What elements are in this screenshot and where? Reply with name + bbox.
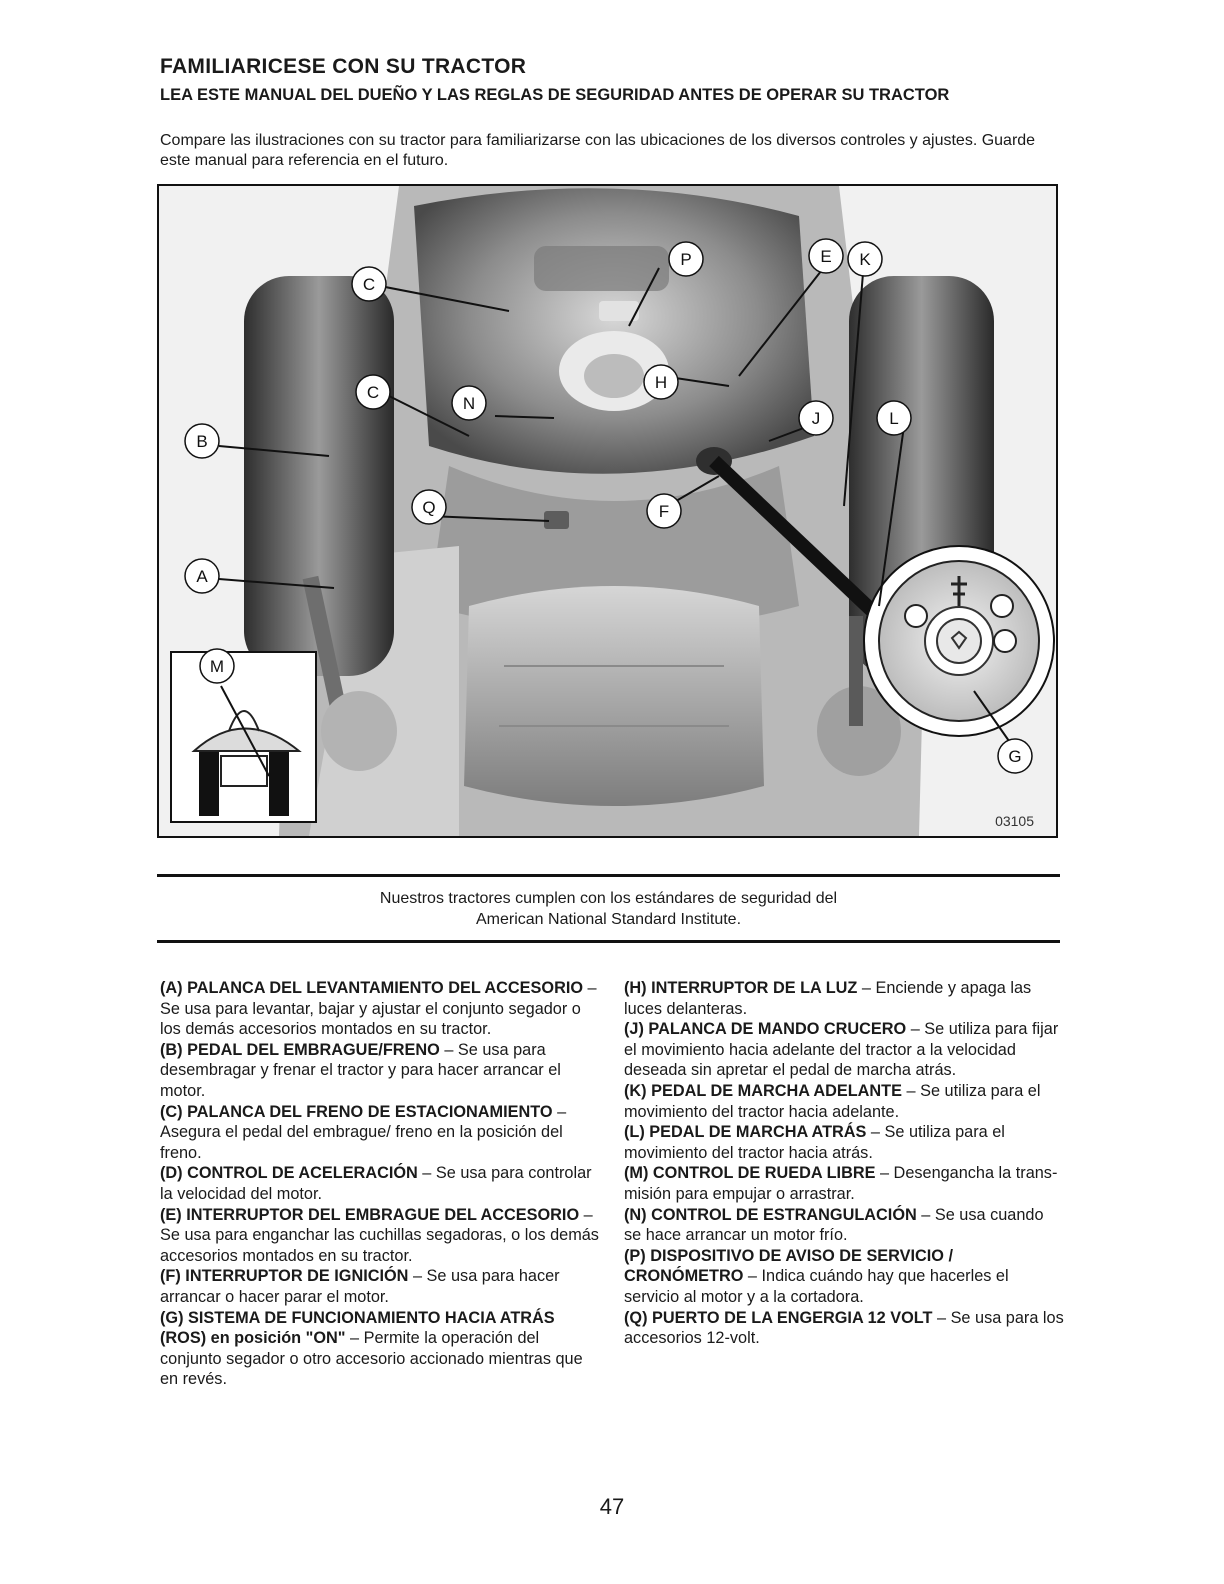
- callout-a: [185, 559, 219, 593]
- description-item: (P) DISPOSITIVO DE AVISO DE SERVICIO / CRONÓMETRO – Indica cuándo hay que hacerles el servicio al motor y a la cortadora.: [624, 1246, 1009, 1306]
- intro-paragraph: Compare las ilustraciones con su tractor para familiarizarse con las ubicaciones de los diversos controles y ajustes. Guarde este manual para referencia en el futuro.: [160, 132, 1036, 169]
- svg-text:J: J: [811, 409, 821, 428]
- description-item: (A) PALANCA DEL LEVANTAMIENTO DEL ACCESORIO – Se usa para levantar, bajar y ajustar el conjunto segador o los demás accesorios montados en su tractor.: [160, 979, 597, 1039]
- svg-text:M: M: [209, 657, 225, 676]
- description-item: (H) INTERRUPTOR DE LA LUZ – Enciende y apaga las luces delanteras.: [624, 979, 1032, 1018]
- callout-h: [644, 365, 678, 399]
- description-item: (G) SISTEMA DE FUNCIONAMIENTO HACIA ATRÁS (ROS) en posición "ON" – Permite la operación del conjunto segador o otro accesorio accionado mientras que en revés.: [160, 1308, 583, 1389]
- seat: [464, 586, 764, 806]
- callout-f: [647, 494, 681, 528]
- description-item: (N) CONTROL DE ESTRANGULACIÓN – Se usa cuando se hace arrancar un motor frío.: [624, 1205, 1044, 1245]
- callout-m: [200, 649, 234, 683]
- callout-k-circle: [848, 242, 882, 276]
- divider-bottom: [157, 940, 1060, 943]
- ansi-line-1: Nuestros tractores cumplen con los estándares de seguridad del: [379, 890, 838, 907]
- callout-q: [412, 490, 446, 524]
- page-number: 47: [599, 1494, 625, 1519]
- callout-j: [799, 401, 833, 435]
- dashboard: [414, 188, 814, 473]
- svg-text:G: G: [1008, 747, 1022, 766]
- divider-top: [157, 874, 1060, 877]
- svg-text:H: H: [654, 373, 668, 392]
- callout-g: [998, 739, 1032, 773]
- description-item: (K) PEDAL DE MARCHA ADELANTE – Se utiliza para el movimiento del tractor hacia adelante.: [624, 1081, 1041, 1121]
- forward-pedal: [849, 616, 863, 726]
- description-item: (E) INTERRUPTOR DEL EMBRAGUE DEL ACCESORIO – Se usa para enganchar las cuchillas segadoras, o los demás accesorios montados en su tractor.: [160, 1205, 599, 1265]
- description-item: (C) PALANCA DEL FRENO DE ESTACIONAMIENTO – Asegura el pedal del embrague/ freno en la posición del freno.: [160, 1102, 567, 1162]
- description-item: (D) CONTROL DE ACELERACIÓN – Se usa para controlar la velocidad del motor.: [160, 1164, 592, 1203]
- ansi-line-2: American National Standard Institute.: [475, 911, 742, 928]
- svg-text:F: F: [658, 502, 670, 521]
- callout-l: [877, 401, 911, 435]
- svg-text:P: P: [680, 250, 692, 269]
- callout-e: [809, 239, 843, 273]
- callout-b: [185, 424, 219, 458]
- figure-code: 03105: [995, 813, 1034, 829]
- callout-p: [669, 242, 703, 276]
- description-item: (B) PEDAL DEL EMBRAGUE/FRENO – Se usa para desembragar y frenar el tractor y para hacer arrancar el motor.: [160, 1040, 561, 1100]
- svg-text:C: C: [366, 383, 380, 402]
- description-item: (L) PEDAL DE MARCHA ATRÁS – Se utiliza para el movimiento del tractor hacia atrás.: [624, 1123, 1005, 1162]
- svg-text:Q: Q: [422, 498, 436, 517]
- tractor-controls-figure: [157, 184, 1058, 838]
- callout-d: [352, 267, 386, 301]
- svg-text:B: B: [196, 432, 208, 451]
- svg-text:L: L: [889, 409, 899, 428]
- page-subtitle: LEA ESTE MANUAL DEL DUEÑO Y LAS REGLAS DE SEGURIDAD ANTES DE OPERAR SU TRACTOR: [160, 86, 950, 104]
- svg-text:N: N: [462, 394, 476, 413]
- svg-text:K: K: [859, 250, 871, 269]
- description-item: (Q) PUERTO DE LA ENGERGIA 12 VOLT – Se usa para los accesorios 12-volt.: [624, 1308, 1064, 1348]
- ansi-notice: [157, 888, 1060, 930]
- descriptions-right-column: [624, 978, 1064, 1349]
- svg-text:E: E: [820, 247, 832, 266]
- callout-c: [356, 375, 390, 409]
- callout-n: [452, 386, 486, 420]
- description-item: (J) PALANCA DE MANDO CRUCERO – Se utiliza para fijar el movimiento hacia adelante del tractor a la velocidad deseada sin apretar el pedal de marcha atrás.: [624, 1020, 1059, 1080]
- description-item: (M) CONTROL DE RUEDA LIBRE – Desengancha la trans-misión para empujar o arrastrar.: [624, 1164, 1058, 1203]
- page-title: FAMILIARICESE CON SU TRACTOR: [160, 55, 527, 78]
- svg-text:C: C: [362, 275, 376, 294]
- description-item: (F) INTERRUPTOR DE IGNICIÓN – Se usa para hacer arrancar o hacer parar el motor.: [160, 1267, 560, 1306]
- descriptions-left-column: [160, 978, 600, 1390]
- svg-text:A: A: [196, 567, 208, 586]
